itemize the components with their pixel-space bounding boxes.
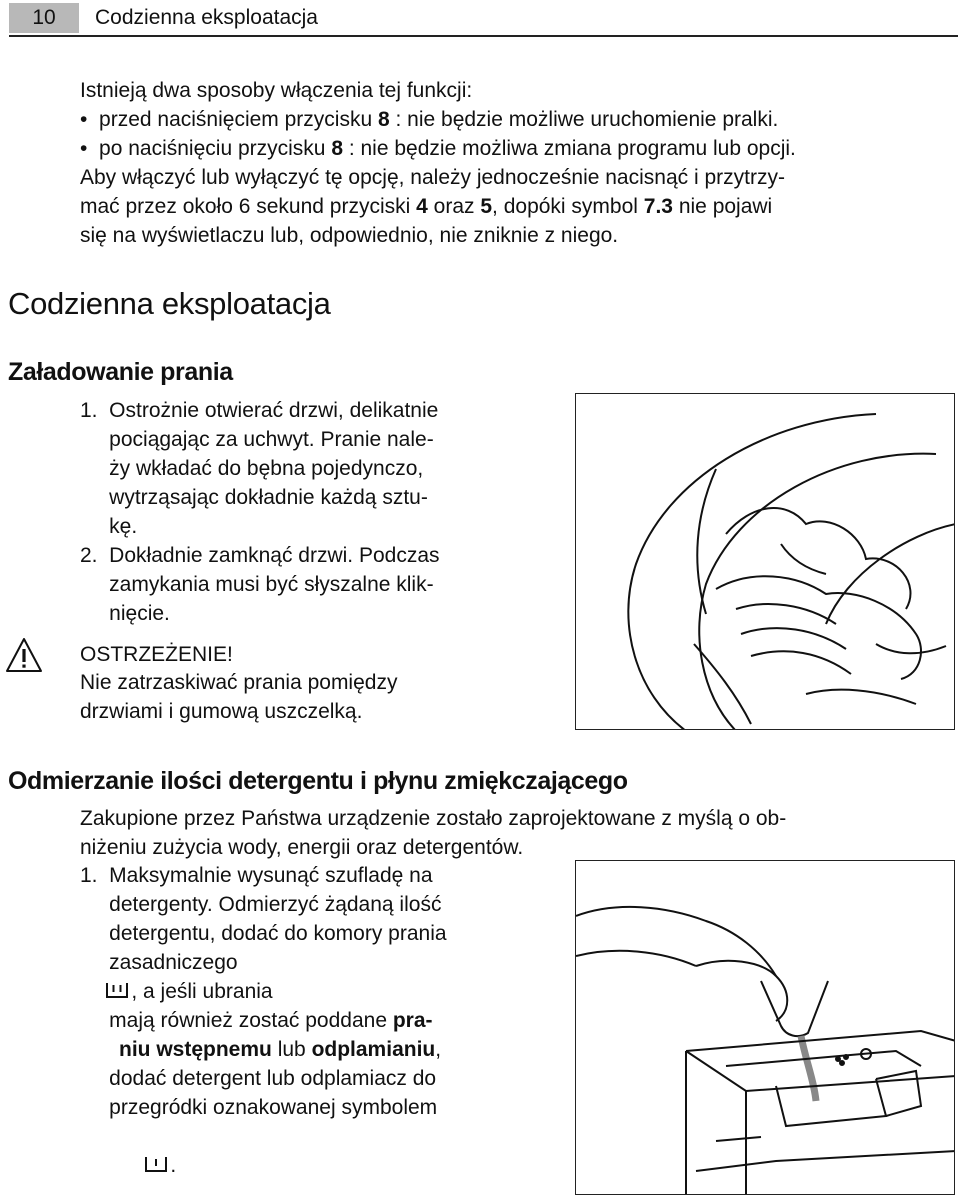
main-wash-symbol-icon xyxy=(103,979,131,1001)
loading-step-line: nięcie. xyxy=(80,602,170,625)
drawer-drawing xyxy=(576,861,955,1195)
loading-step-line: ży wkładać do bębna pojedynczo, xyxy=(80,457,424,480)
detergent-para-line-1: Zakupione przez Państwa urządzenie zostało zaprojektowane z myślą o ob- xyxy=(80,807,787,830)
section-title: Codzienna eksploatacja xyxy=(8,286,331,321)
detergent-steps xyxy=(80,861,447,1180)
loading-laundry-illustration xyxy=(575,393,955,730)
warning-title: OSTRZEŻENIE! xyxy=(80,643,233,666)
header-divider xyxy=(9,35,958,37)
intro-bullet-1: • przed naciśnięciem przycisku 8 : nie będzie możliwe uruchomienie pralki. xyxy=(80,108,779,131)
detergent-step-line: 1. Maksymalnie wysunąć szufladę na xyxy=(80,864,433,887)
detergent-title: Odmierzanie ilości detergentu i płynu zmiękczającego xyxy=(8,767,628,795)
running-header-title: Codzienna eksploatacja xyxy=(95,6,318,29)
loading-step-line: wytrząsając dokładnie każdą sztu- xyxy=(80,486,428,509)
detergent-step-line: . xyxy=(80,1122,447,1180)
warning-line-1: Nie zatrzaskiwać prania pomiędzy xyxy=(80,671,398,694)
detergent-step-line: detergenty. Odmierzyć żądaną ilość xyxy=(80,893,442,916)
detergent-step-line: przegródki oznakowanej symbolem xyxy=(80,1096,438,1119)
page-number: 10 xyxy=(9,3,79,33)
intro-para-line-2: mać przez około 6 sekund przyciski 4 oraz 5, dopóki symbol 7.3 nie pojawi xyxy=(80,195,773,218)
detergent-step-line: detergentu, dodać do komory prania xyxy=(80,922,447,945)
detergent-para-line-2: niżeniu zużycia wody, energii oraz detergentów. xyxy=(80,836,524,859)
intro-para-line-3: się na wyświetlaczu lub, odpowiednio, nie zniknie z niego. xyxy=(80,224,619,247)
loading-step-line: 2. Dokładnie zamknąć drzwi. Podczas xyxy=(80,544,440,567)
prewash-symbol-icon xyxy=(142,1153,170,1175)
loading-step-line: zamykania musi być słyszalne klik- xyxy=(80,573,434,596)
loading-step-line: pociągając za uchwyt. Pranie nale- xyxy=(80,428,434,451)
detergent-step-line: zasadniczego , a jeśli ubrania xyxy=(80,951,273,1003)
loading-steps xyxy=(80,396,440,628)
warning-icon xyxy=(4,636,44,674)
detergent-step-line: niu wstępnemu lub odplamianiu, xyxy=(119,1038,442,1061)
intro-bullet-2: • po naciśnięciu przycisku 8 : nie będzie możliwa zmiana programu lub opcji. xyxy=(80,137,796,160)
detergent-drawer-illustration xyxy=(575,860,955,1195)
intro-lead: Istnieją dwa sposoby włączenia tej funkcji: xyxy=(80,79,473,102)
loading-step-line: 1. Ostrożnie otwierać drzwi, delikatnie xyxy=(80,399,439,422)
bullet-dot: • xyxy=(80,137,100,160)
intro-para-line-1: Aby włączyć lub wyłączyć tę opcję, należy jednocześnie nacisnąć i przytrzy- xyxy=(80,166,785,189)
detergent-step-line: dodać detergent lub odplamiacz do xyxy=(80,1067,437,1090)
bullet-dot: • xyxy=(80,108,100,131)
drum-door-drawing xyxy=(576,394,955,730)
loading-step-line: kę. xyxy=(80,515,138,538)
loading-title: Załadowanie prania xyxy=(8,358,233,386)
warning-line-2: drzwiami i gumową uszczelką. xyxy=(80,700,363,723)
detergent-step-line: mają również zostać poddane pra- xyxy=(80,1009,433,1032)
